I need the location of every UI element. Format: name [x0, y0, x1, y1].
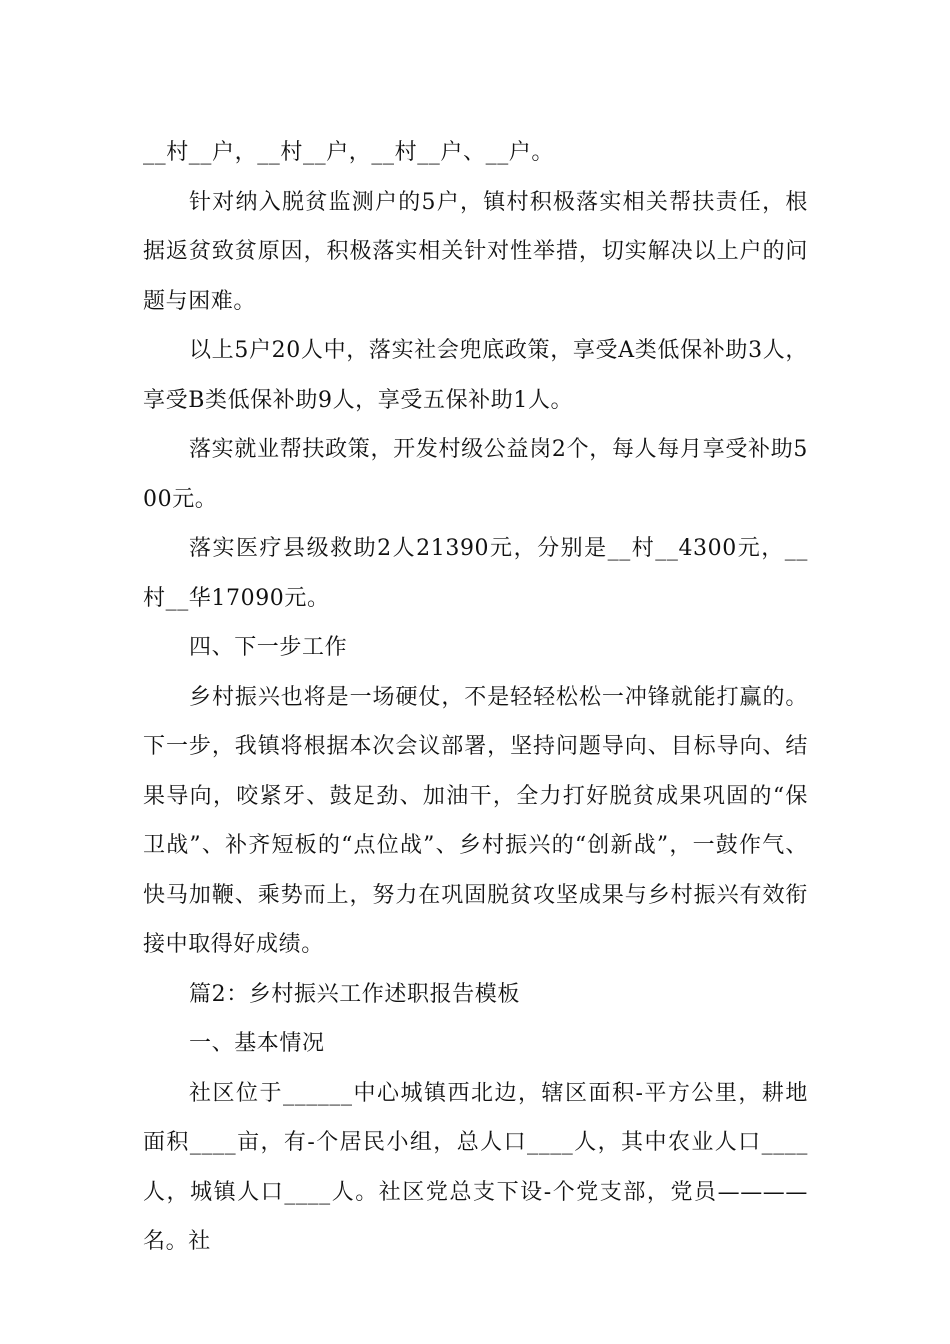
- paragraph-household-list: __村__户，__村__户，__村__户、__户。: [143, 140, 555, 165]
- section-heading-basic-info: 一、基本情况: [189, 1031, 325, 1056]
- paragraph-employment-support: 落实就业帮扶政策，开发村级公益岗2个，每人每月享受补助500元。: [143, 437, 808, 512]
- paragraph-monitoring-households: 针对纳入脱贫监测户的5户，镇村积极落实相关帮扶责任，根据返贫致贫原因，积极落实相关针对性举措，切实解决以上户的问题与困难。: [143, 189, 808, 314]
- paragraph-community-overview: 社区位于______中心城镇西北边，辖区面积-平方公里，耕地面积____亩，有-个居民小组，总人口____人，其中农业人口____人，城镇人口____人。社区党总支下设-个党支部，党员————名。社: [143, 1080, 808, 1254]
- paragraph-social-security: 以上5户20人中，落实社会兜底政策，享受A类低保补助3人，享受B类低保补助9人，享受五保补助1人。: [143, 338, 808, 413]
- paragraph-next-steps: 乡村振兴也将是一场硬仗，不是轻轻松松一冲锋就能打赢的。下一步，我镇将根据本次会议部署，坚持问题导向、目标导向、结果导向，咬紧牙、鼓足劲、加油干，全力打好脱贫成果巩固的“保卫战”、补齐短板的“点位战”、乡村振兴的“创新战”，一鼓作气、快马加鞭、乘势而上，努力在巩固脱贫攻坚成果与乡村振兴有效衔接中取得好成绩。: [143, 684, 808, 957]
- document-body: [143, 128, 808, 1267]
- paragraph-medical-assistance: 落实医疗县级救助2人21390元，分别是__村__4300元，__村__华17090元。: [143, 536, 808, 611]
- section-heading-next-steps: 四、下一步工作: [189, 635, 348, 660]
- article-title-part-2: 篇2：乡村振兴工作述职报告模板: [189, 981, 520, 1007]
